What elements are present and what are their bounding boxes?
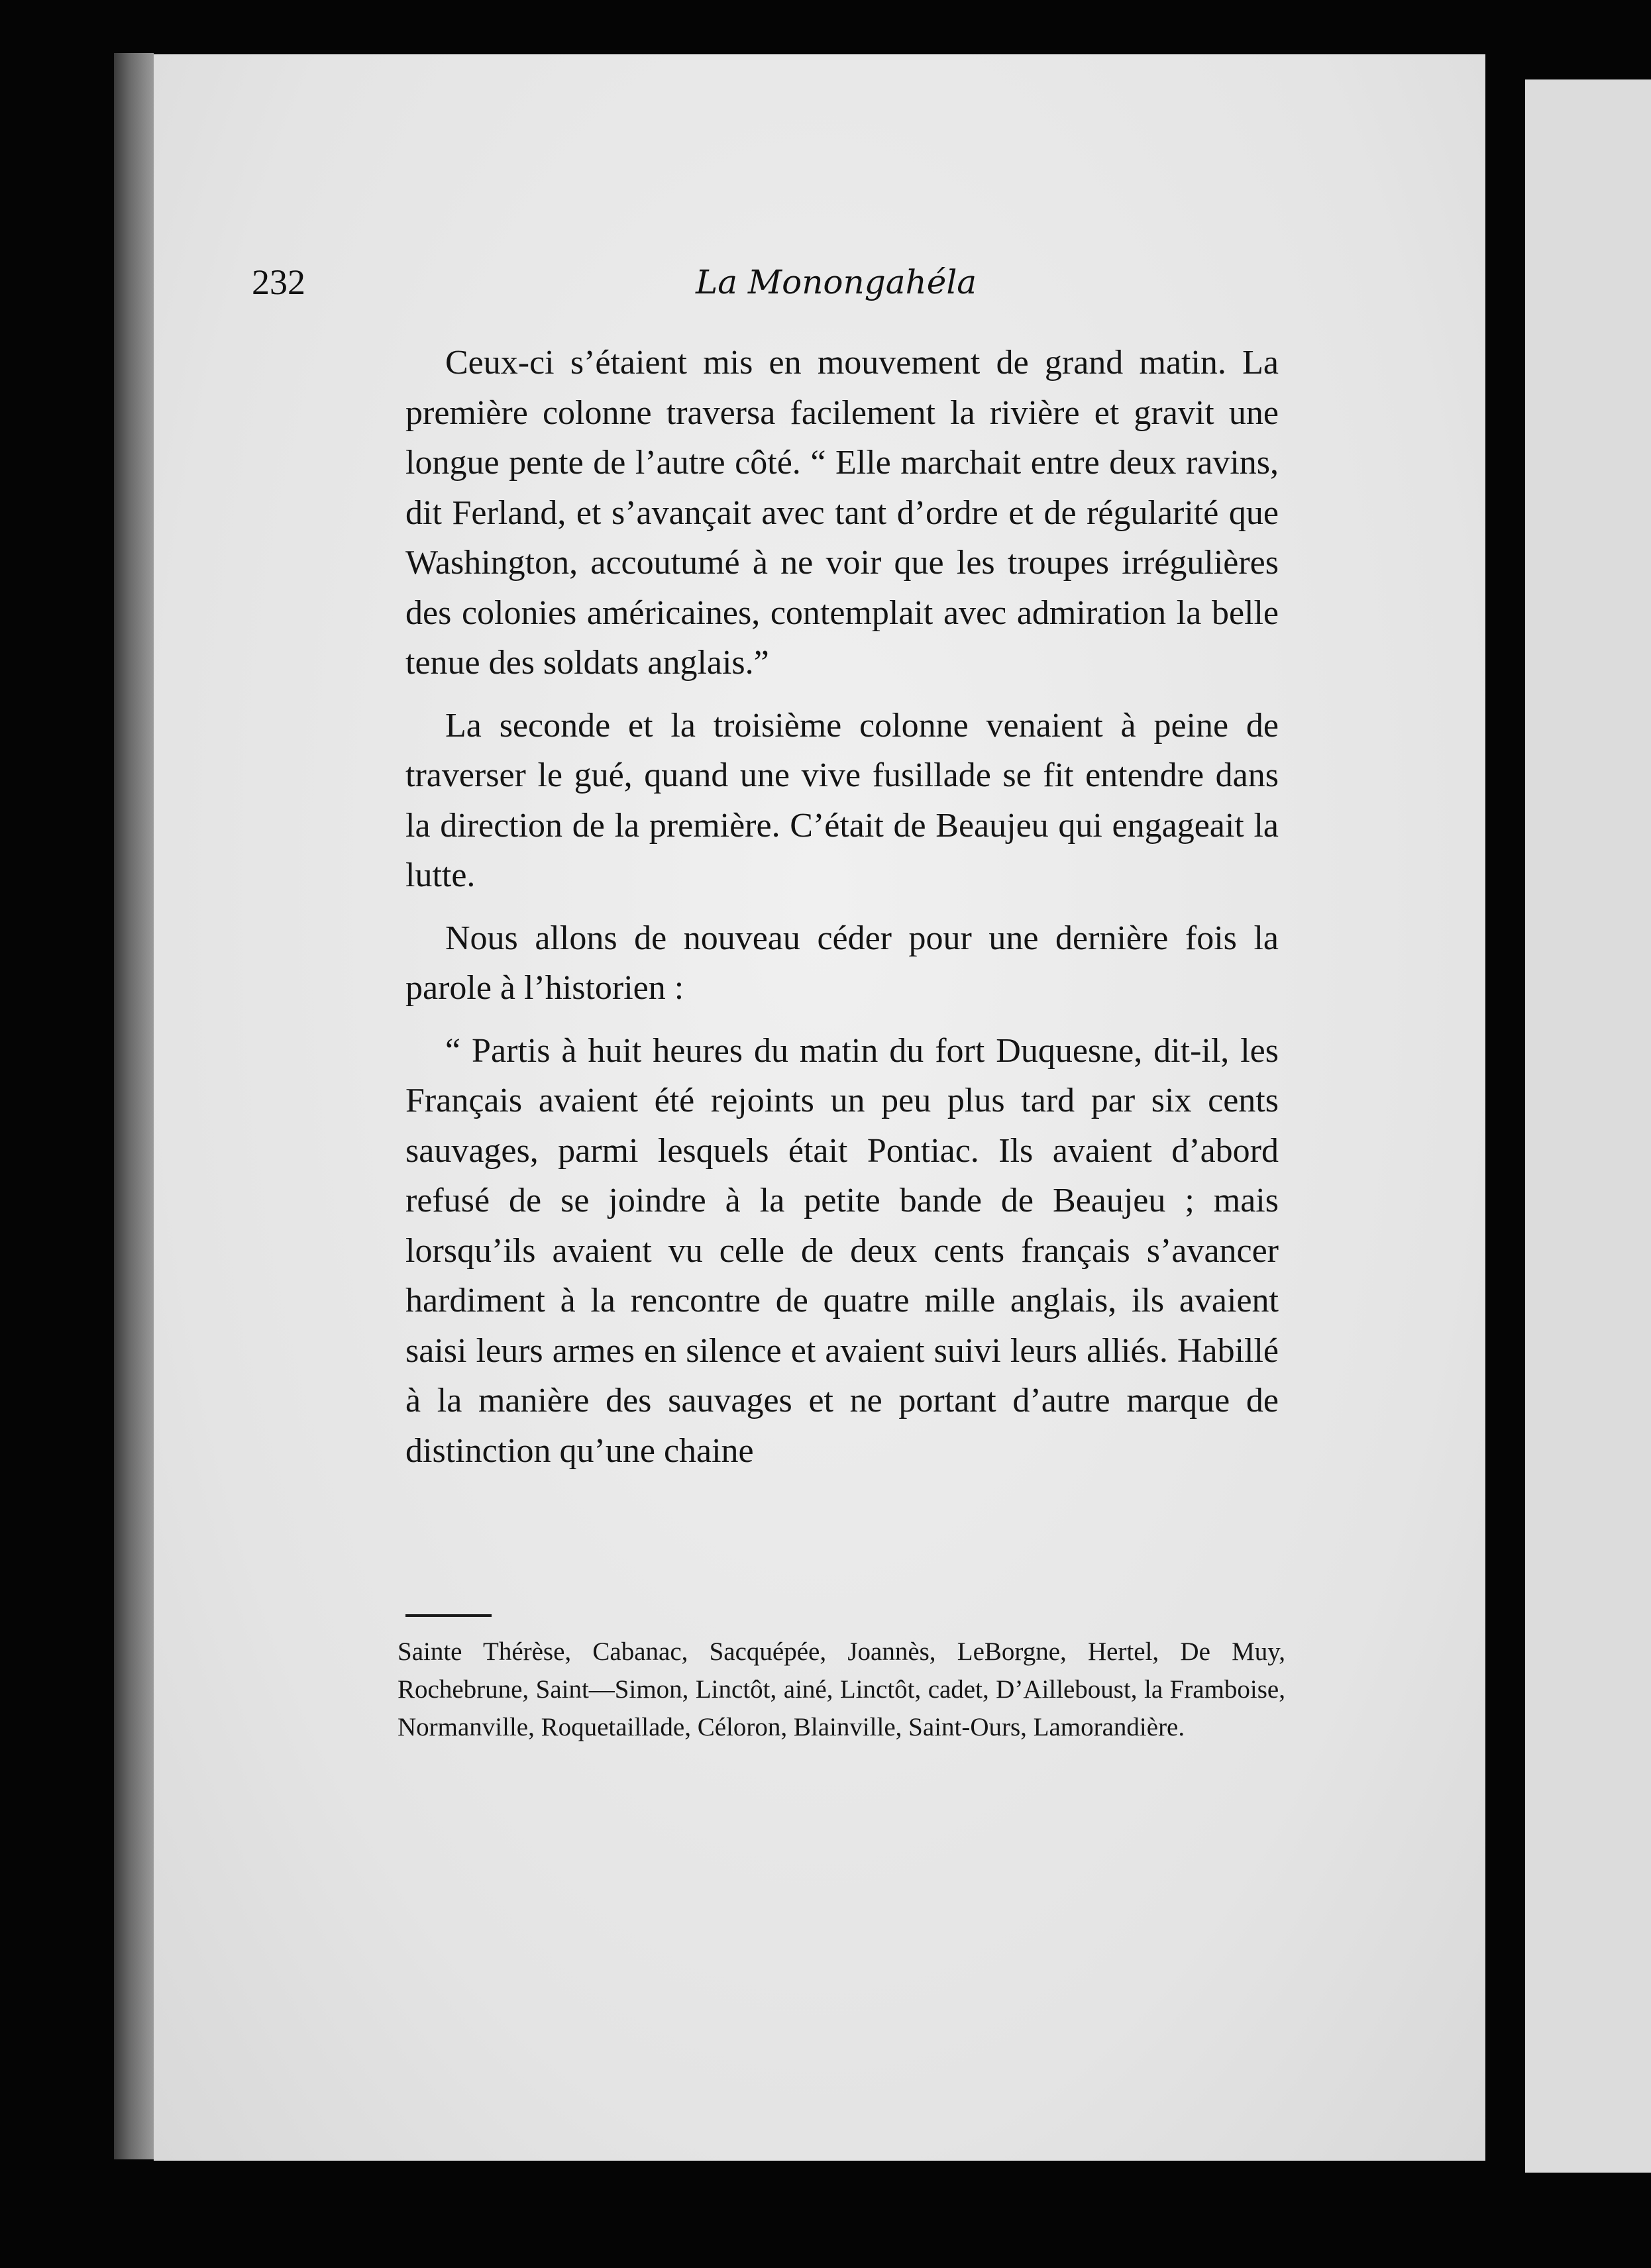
running-title: La Monongahéla <box>696 263 977 301</box>
paragraph: “ Partis à huit heures du matin du fort Duquesne, dit-il, les Français avaient été rejoints un peu plus tard par six cents sauvages, parmi lesquels était Pontiac. Ils avaient d’abord refusé de se joindre à la petite bande de Beaujeu ; mais lorsqu’ils avaient vu celle de deux cents français s’avancer hardiment à la rencontre de quatre mille anglais, ils avaient saisi leurs armes en silence et avaient suivi leurs alliés. Habillé à la manière des sauvages et ne portant d’autre marque de distinction qu’une chaine <box>405 1031 1279 1470</box>
paragraph: Ceux-ci s’étaient mis en mouvement de grand matin. La première colonne traversa facilement la rivière et gravit une longue pente de l’autre côté. “ Elle marchait entre deux ravins, dit Ferland, et s’avançait avec tant d’ordre et de régularité que Washington, accoutumé à ne voir que les troupes irrégulières des colonies américaines, contemplait avec admiration la belle tenue des soldats anglais.” <box>405 344 1279 682</box>
book-gutter <box>1485 40 1525 2173</box>
footnote: Sainte Thérèse, Cabanac, Sacquépée, Joannès, LeBorgne, Hertel, De Muy, Rochebrune, Saint—Simon, Linctôt, ainé, Linctôt, cadet, D’Ailleboust, la Framboise, Normanville, Roquetaillade, Céloron, Blainville, Saint-Ours, Lamorandière. <box>398 1637 1285 1741</box>
page-edge <box>114 53 154 2159</box>
footnote-rule <box>405 1614 492 1617</box>
paragraph: La seconde et la troisième colonne venaient à peine de traverser le gué, quand une vive fusillade se fit entendre dans la direction de la première. C’était de Beaujeu qui engageait la lutte. <box>405 706 1279 894</box>
facing-page-edge <box>1525 79 1651 2173</box>
page-header <box>252 262 1285 315</box>
body-text <box>405 338 1279 1488</box>
page-number: 232 <box>252 262 305 302</box>
paragraph: Nous allons de nouveau céder pour une dernière fois la parole à l’historien : <box>405 919 1279 1007</box>
